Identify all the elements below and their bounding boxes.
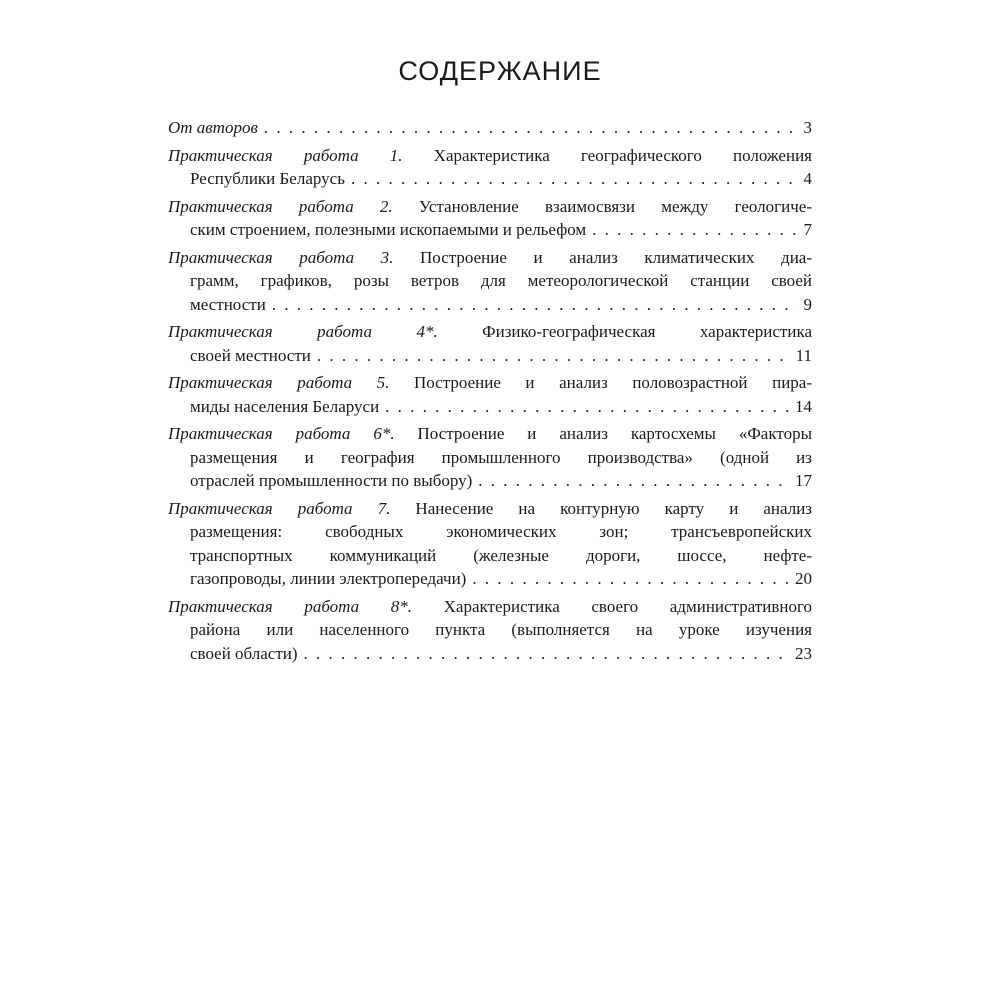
toc-entry <box>168 195 812 242</box>
toc-entry-label: Практическая работа 1. <box>168 145 403 165</box>
toc-page-number: 7 <box>803 220 812 239</box>
toc-entry-text: Построение и анализ половозрастной пира- <box>389 373 812 392</box>
toc-entry-text: Характеристика своего административного <box>412 596 812 616</box>
toc-entry-label: Практическая работа 8*. <box>168 596 413 616</box>
table-of-contents <box>168 116 812 669</box>
toc-entry-text: отраслей промышленности по выбору) <box>190 471 473 490</box>
toc-entry-label: От авторов <box>168 118 258 137</box>
toc-entry-label: Практическая работа 6*. <box>168 424 395 443</box>
toc-entry-text: размещения и география промышленного производства» (одной из <box>190 447 812 467</box>
toc-entry-text: грамм, графиков, розы ветров для метеорологической станции своей <box>190 271 812 290</box>
toc-entry-text: своей местности <box>190 345 311 365</box>
toc-entry <box>168 422 812 493</box>
toc-entry <box>168 497 812 591</box>
dot-leader <box>317 344 790 368</box>
toc-entry-text: Характеристика географического положения <box>402 145 812 165</box>
page-title: СОДЕРЖАНИЕ <box>398 56 602 86</box>
toc-entry-text: района или населенного пункта (выполняется на уроке изучения <box>190 620 812 639</box>
toc-entry-text: транспортных коммуникаций (железные дороги, шоссе, нефте- <box>190 545 812 565</box>
toc-entry-text: Нанесение на контурную карту и анализ <box>390 498 812 518</box>
toc-page-number: 20 <box>795 569 812 588</box>
toc-entry-text: Построение и анализ картосхемы «Факторы <box>394 424 812 443</box>
toc-entry-text: своей области) <box>190 643 298 663</box>
toc-entry-label: Практическая работа 2. <box>168 196 393 216</box>
dot-leader <box>264 116 798 140</box>
toc-entry-label: Практическая работа 7. <box>168 498 391 518</box>
toc-entry-text: газопроводы, линии электропередачи) <box>190 569 467 588</box>
toc-page-number: 17 <box>795 471 812 490</box>
dot-leader <box>272 293 798 317</box>
toc-entry <box>168 320 812 367</box>
toc-entry-text: миды населения Беларуси <box>190 396 380 416</box>
toc-entry-text: Физико-географическая характеристика <box>437 322 812 341</box>
toc-entry-label: Практическая работа 3. <box>168 247 394 267</box>
toc-entry-text: размещения: свободных экономических зон; трансъевропейских <box>190 522 812 541</box>
dot-leader <box>478 469 789 493</box>
toc-entry <box>168 144 812 191</box>
toc-entry <box>168 371 812 418</box>
toc-page-number: 3 <box>803 118 812 137</box>
dot-leader <box>472 567 789 591</box>
toc-page-number: 11 <box>795 345 812 365</box>
toc-entry-text: Республики Беларусь <box>190 169 345 188</box>
toc-page-number: 4 <box>803 169 812 188</box>
toc-entry <box>168 116 812 140</box>
toc-entry-text: Установление взаимосвязи между геологиче- <box>392 196 812 216</box>
toc-entry-text: ским строением, полезными ископаемыми и рельефом <box>190 220 587 239</box>
toc-entry-text: местности <box>190 294 266 314</box>
dot-leader <box>385 395 789 419</box>
toc-entry <box>168 246 812 317</box>
toc-entry-label: Практическая работа 4*. <box>168 322 438 341</box>
dot-leader <box>592 218 797 242</box>
toc-page-number: 9 <box>803 294 812 314</box>
toc-entry <box>168 595 812 666</box>
toc-page-number: 23 <box>795 643 812 663</box>
toc-entry-label: Практическая работа 5. <box>168 373 390 392</box>
dot-leader <box>351 167 798 191</box>
toc-entry-text: Построение и анализ климатических диа- <box>393 247 812 267</box>
toc-page-number: 14 <box>795 396 812 416</box>
dot-leader <box>304 642 789 666</box>
